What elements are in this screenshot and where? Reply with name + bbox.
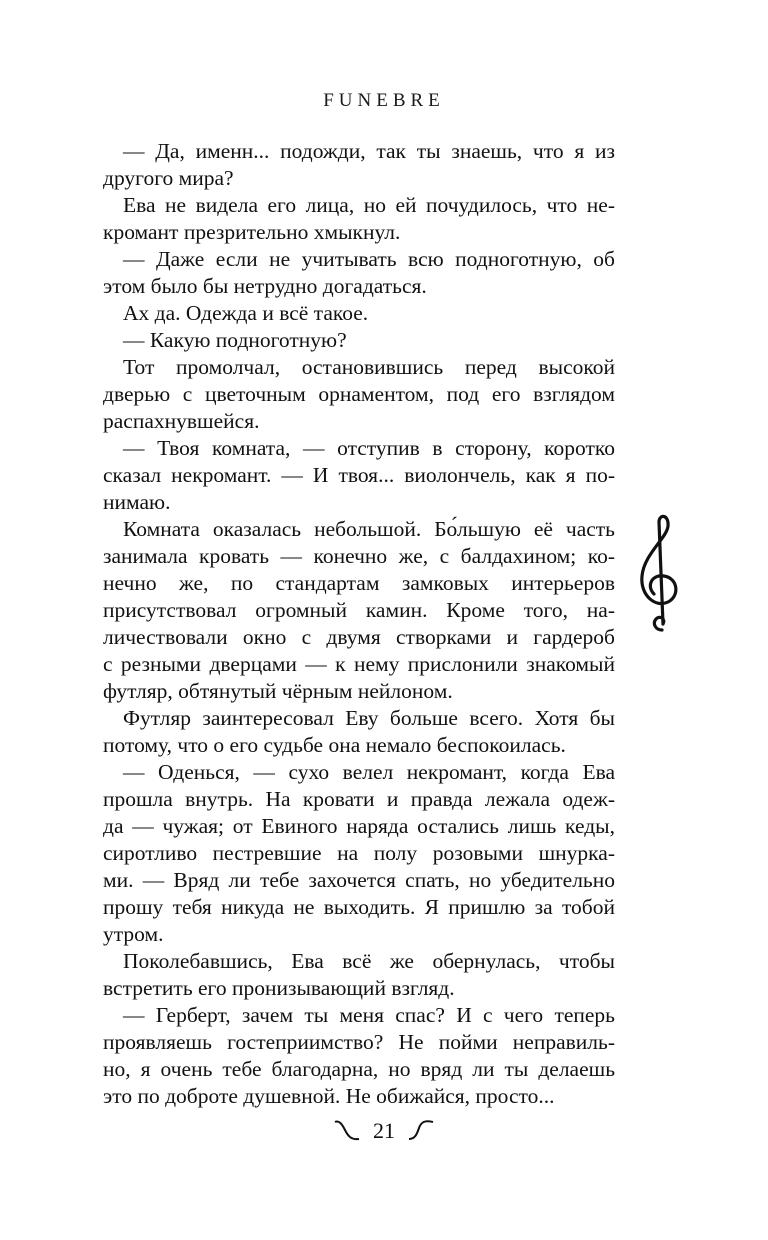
text-line: сказал некромант. — И твоя... виолончель, как я по- <box>103 463 615 487</box>
paragraph <box>103 138 615 192</box>
text-line: встретить его пронизывающий взгляд. <box>103 976 455 1000</box>
paragraph <box>103 354 615 435</box>
body-text <box>103 138 615 1110</box>
text-line: Ева не видела его лица, но ей почудилось, что не- <box>123 193 615 217</box>
text-line: футляр, обтянутый чёрным нейлоном. <box>103 679 453 703</box>
paragraph <box>103 327 615 354</box>
text-line: — Оденься, — сухо велел некромант, когда Ева <box>123 760 615 784</box>
text-line: дверью с цветочным орнаментом, под его взглядом <box>103 382 615 406</box>
text-line: нимаю. <box>103 490 171 514</box>
paragraph <box>103 516 615 705</box>
text-line: да — чужая; от Евиного наряда остались лишь кеды, <box>103 814 615 838</box>
page-number: 21 <box>373 1118 395 1143</box>
paragraph <box>103 1002 615 1110</box>
text-line: личествовали окно с двумя створками и гардероб <box>103 625 615 649</box>
page-footer <box>0 1118 768 1150</box>
text-line: распахнувшейся. <box>103 409 260 433</box>
text-line: — Даже если не учитывать всю подноготную, об <box>123 247 615 271</box>
text-line: сиротливо пестревшие на полу розовыми шнурка- <box>103 841 615 865</box>
text-line: прошу тебя никуда не выходить. Я пришлю за тобой <box>103 895 615 919</box>
paragraph <box>103 246 615 300</box>
text-line: с резными дверцами — к нему прислонили знакомый <box>103 652 615 676</box>
text-line: присутствовал огромный камин. Кроме того, на- <box>103 598 615 622</box>
paragraph <box>103 435 615 516</box>
text-line: — Да, именн... подожди, так ты знаешь, что я из <box>123 139 615 163</box>
text-line: Поколебавшись, Ева всё же обернулась, чтобы <box>123 949 615 973</box>
paragraph <box>103 948 615 1002</box>
text-line: утром. <box>103 922 164 946</box>
text-line: Футляр заинтересовал Еву больше всего. Хотя бы <box>123 706 615 730</box>
text-line: прошла внутрь. На кровати и правда лежала одеж- <box>103 787 615 811</box>
text-line: этом было бы нетрудно догадаться. <box>103 274 427 298</box>
flourish-right-icon <box>405 1118 435 1144</box>
paragraph <box>103 192 615 246</box>
text-line: другого мира? <box>103 166 234 190</box>
text-line: — Герберт, зачем ты меня спас? И с чего теперь <box>123 1003 615 1027</box>
text-line: нечно же, по стандартам замковых интерьеров <box>103 571 615 595</box>
paragraph <box>103 300 615 327</box>
treble-clef-icon <box>632 512 688 636</box>
text-line: Комната оказалась небольшой. Бо́льшую её часть <box>123 517 615 541</box>
text-line: занимала кровать — конечно же, с балдахином; ко- <box>103 544 615 568</box>
text-line: проявляешь гостеприимство? Не пойми неправиль- <box>103 1030 615 1054</box>
text-line: ми. — Вряд ли тебе захочется спать, но убедительно <box>103 868 615 892</box>
text-line: — Твоя комната, — отступив в сторону, коротко <box>123 436 615 460</box>
text-line: Ах да. Одежда и всё такое. <box>123 301 369 325</box>
text-line: Тот промолчал, остановившись перед высокой <box>123 355 615 379</box>
text-line: потому, что о его судьбе она немало беспокоилась. <box>103 733 566 757</box>
text-line: но, я очень тебе благодарна, но вряд ли ты делаешь <box>103 1057 615 1081</box>
paragraph <box>103 759 615 948</box>
text-line: кромант презрительно хмыкнул. <box>103 220 401 244</box>
paragraph <box>103 705 615 759</box>
running-head: FUNEBRE <box>323 90 445 111</box>
text-line: — Какую подноготную? <box>123 328 347 352</box>
flourish-left-icon <box>333 1118 363 1144</box>
text-line: это по доброте душевной. Не обижайся, просто... <box>103 1084 555 1108</box>
